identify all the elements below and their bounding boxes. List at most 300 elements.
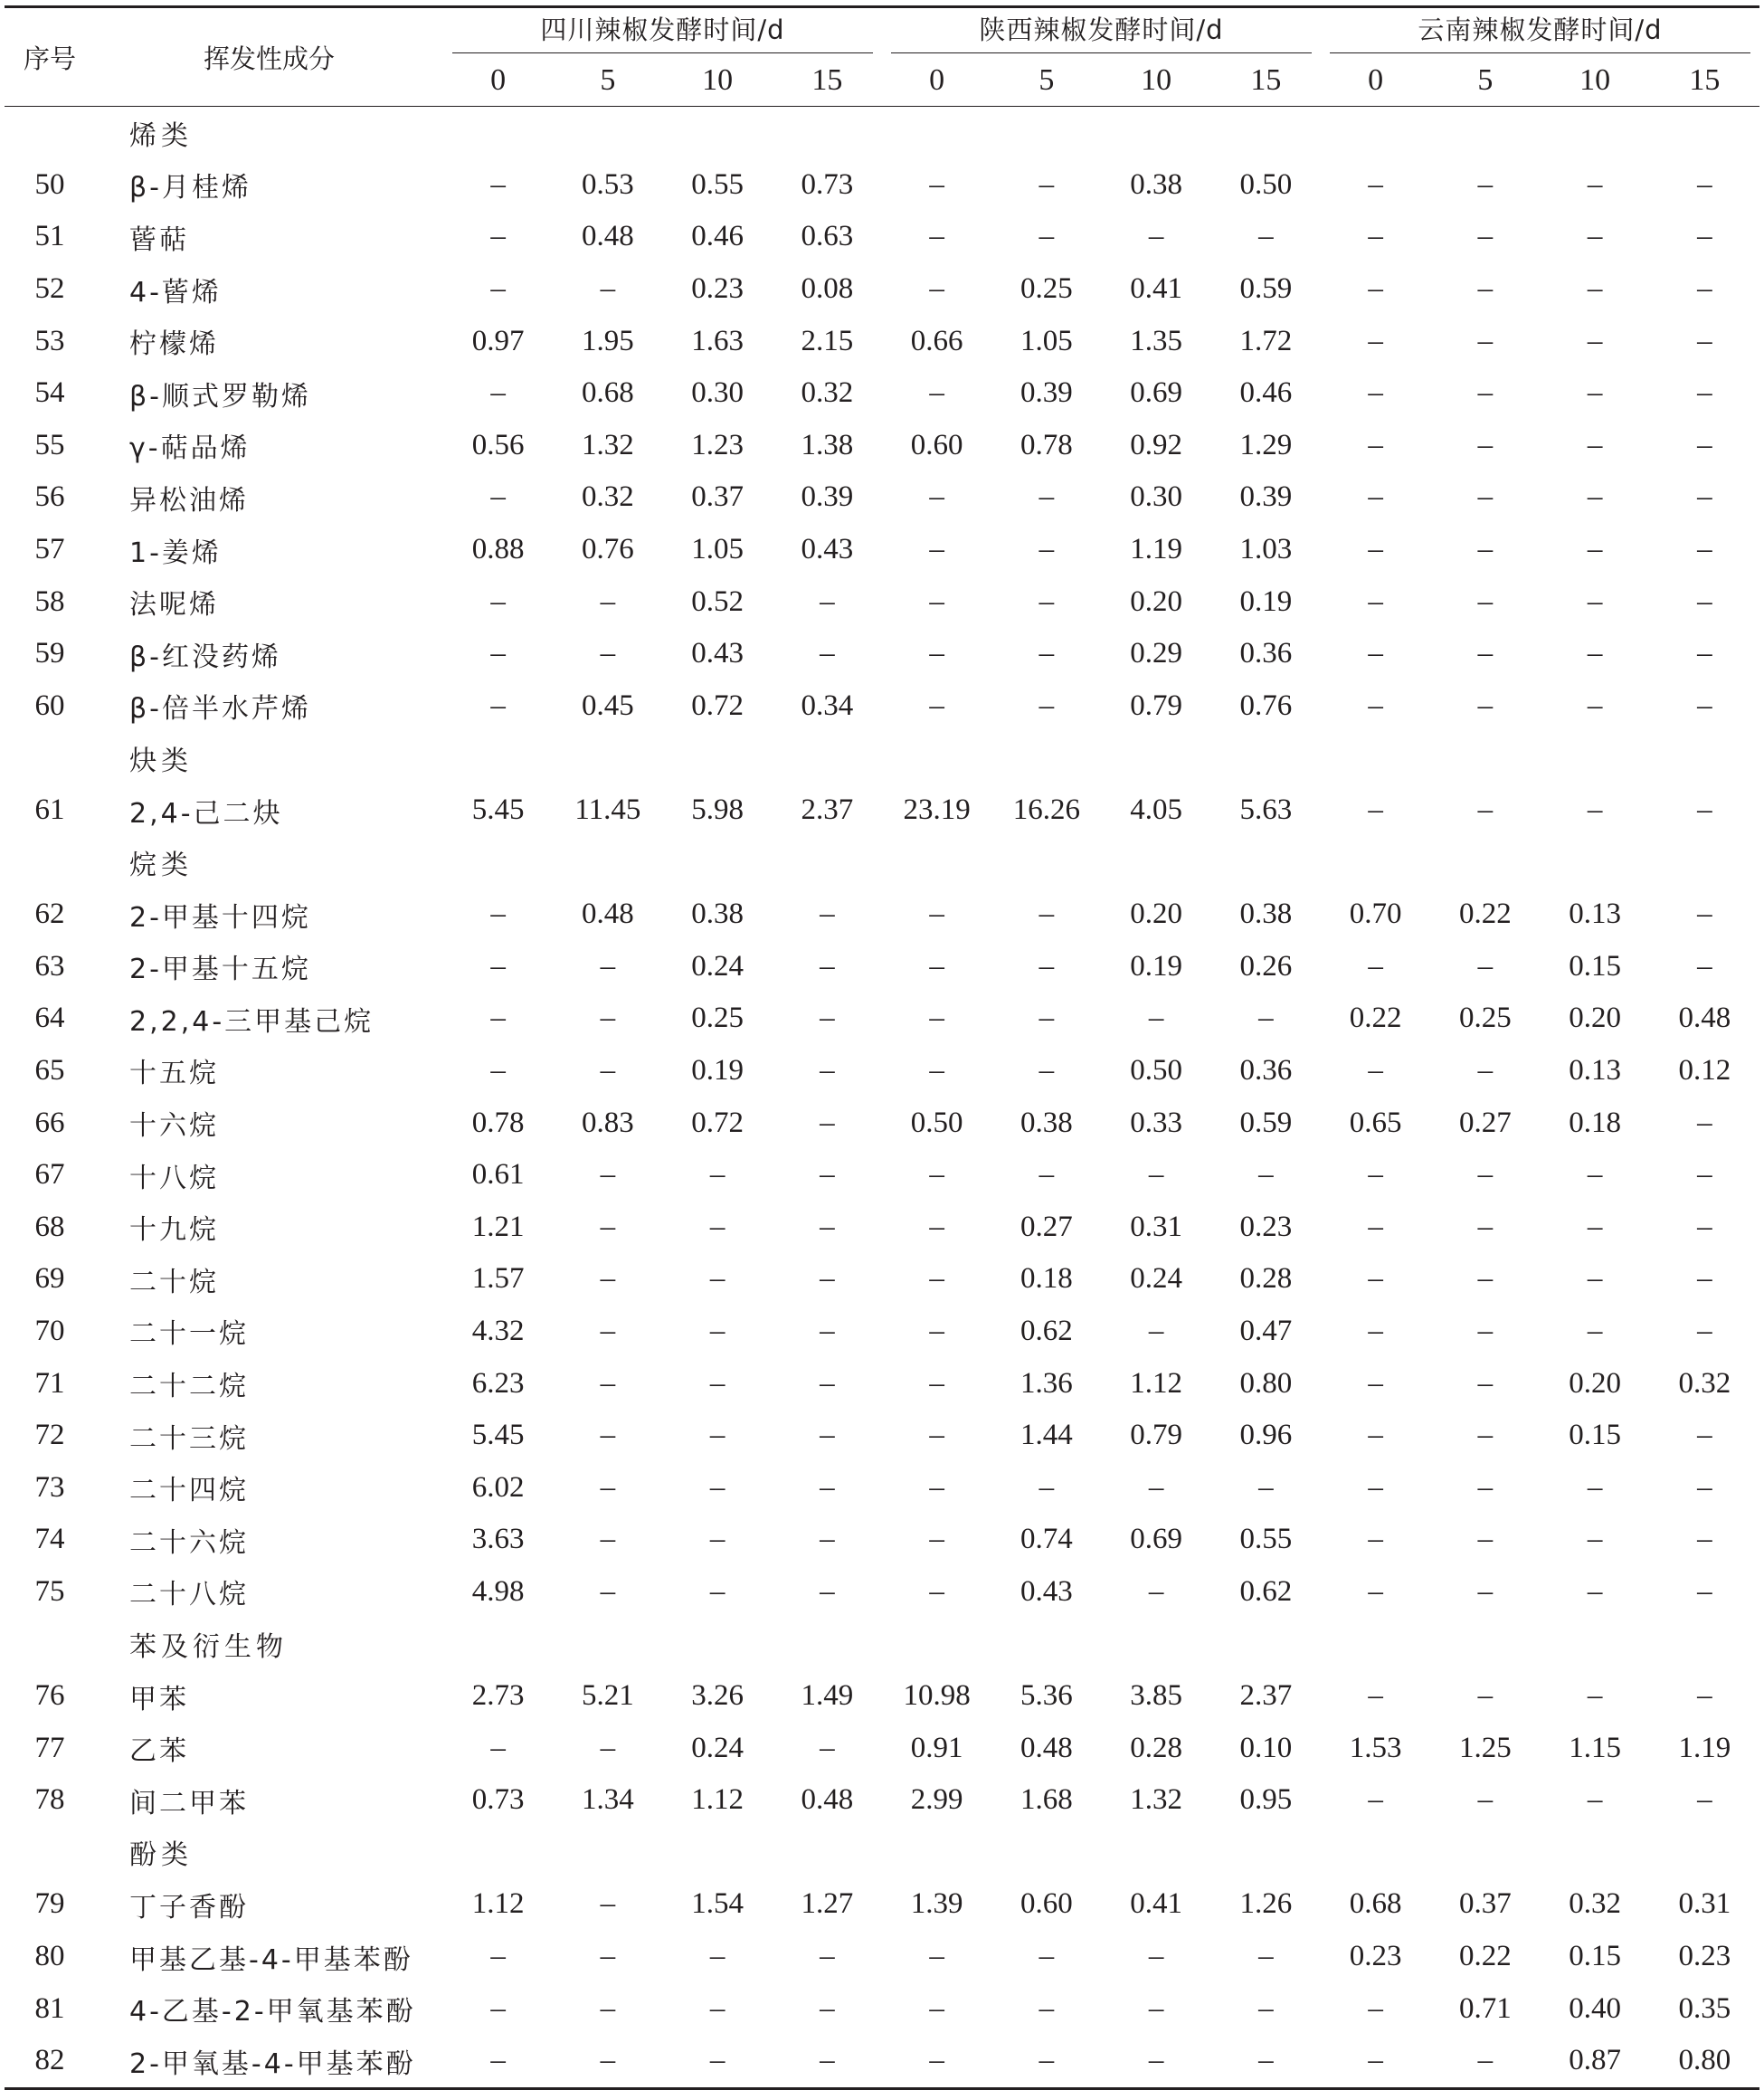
category-label: 烷类 (129, 850, 193, 882)
component-name: 十九烷 (129, 1214, 219, 1247)
value-cell: – (1587, 1158, 1603, 1192)
row-number: 66 (34, 1106, 65, 1139)
component-name: 二十烷 (129, 1266, 219, 1298)
row-number: 74 (34, 1523, 65, 1556)
value-cell: – (1368, 1574, 1383, 1608)
value-cell: – (1587, 324, 1603, 357)
value-cell: – (1477, 637, 1494, 670)
value-cell: – (1477, 324, 1494, 357)
value-cell: 0.41 (1130, 1887, 1182, 1921)
value-cell: – (929, 1210, 944, 1243)
value-cell: – (1697, 584, 1712, 618)
row-number: 70 (34, 1314, 65, 1347)
value-cell: 1.39 (910, 1887, 963, 1921)
row-number: 80 (34, 1940, 65, 1973)
value-cell: – (600, 272, 616, 306)
value-cell: – (1697, 533, 1712, 566)
value-cell: 0.18 (1569, 1106, 1621, 1139)
value-cell: 0.59 (1239, 1106, 1293, 1139)
value-cell: 0.50 (1239, 167, 1293, 201)
value-cell: 0.13 (1569, 1053, 1621, 1087)
table-row (5, 1931, 1759, 1983)
row-number: 51 (34, 220, 65, 253)
row-number: 79 (34, 1887, 65, 1921)
header-group-sichuan-rule (452, 52, 873, 53)
value-cell: – (1587, 1262, 1603, 1296)
value-cell: – (1258, 1991, 1274, 2025)
value-cell: – (820, 1731, 835, 1764)
row-number: 54 (34, 376, 65, 410)
value-cell: 1.26 (1239, 1887, 1293, 1921)
header-day: 0 (1321, 55, 1430, 107)
value-cell: 23.19 (903, 793, 971, 827)
table-row (5, 888, 1759, 941)
value-cell: – (1038, 1991, 1055, 2025)
value-cell: 0.38 (1130, 167, 1182, 201)
value-cell: 0.50 (1130, 1053, 1182, 1087)
value-cell: – (1697, 1470, 1712, 1504)
value-cell: – (1148, 1314, 1164, 1347)
component-name: β-红没药烯 (129, 641, 281, 673)
header-day: 5 (1430, 55, 1540, 107)
value-cell: – (1038, 1053, 1055, 1087)
table-row (5, 1514, 1759, 1566)
value-cell: 5.21 (582, 1679, 634, 1713)
value-cell: 0.15 (1569, 1419, 1621, 1452)
table-row (5, 471, 1759, 524)
value-cell: 0.36 (1239, 637, 1293, 670)
table-row (5, 1722, 1759, 1774)
value-cell: – (1368, 167, 1383, 201)
value-cell: 0.13 (1569, 898, 1621, 931)
category-label: 炔类 (129, 745, 193, 777)
row-number: 56 (34, 480, 65, 514)
header-day: 0 (882, 55, 991, 107)
table-row (5, 1566, 1759, 1619)
header-day: 15 (1211, 55, 1321, 107)
value-cell: 1.12 (1130, 1366, 1182, 1400)
header-group-yunnan-rule (1330, 52, 1750, 53)
row-number: 71 (34, 1366, 65, 1400)
value-cell: – (820, 1523, 835, 1556)
value-cell: – (1258, 220, 1274, 253)
value-cell: 1.54 (691, 1887, 744, 1921)
value-cell: – (929, 637, 944, 670)
value-cell: 0.46 (1239, 376, 1293, 410)
value-cell: – (1368, 949, 1383, 983)
value-cell: 1.72 (1239, 324, 1293, 357)
value-cell: – (929, 1262, 944, 1296)
value-cell: – (1587, 480, 1603, 514)
value-cell: – (1477, 220, 1494, 253)
value-cell: 0.30 (691, 376, 744, 410)
component-name: 间二甲苯 (129, 1787, 249, 1819)
value-cell: – (820, 1314, 835, 1347)
value-cell: 0.48 (801, 1783, 854, 1817)
value-cell: 0.39 (801, 480, 854, 514)
value-cell: – (1368, 1991, 1383, 2025)
value-cell: – (1587, 1574, 1603, 1608)
category-row (5, 1618, 1759, 1670)
value-cell: – (1038, 220, 1055, 253)
row-number: 77 (34, 1731, 65, 1764)
value-cell: – (600, 637, 616, 670)
value-cell: 1.95 (582, 324, 634, 357)
value-cell: – (1477, 1053, 1494, 1087)
value-cell: 0.26 (1239, 949, 1293, 983)
table-row (5, 1357, 1759, 1410)
table-row (5, 575, 1759, 628)
value-cell: – (1587, 689, 1603, 722)
value-cell: – (929, 1366, 944, 1400)
table-row (5, 420, 1759, 472)
value-cell: – (1368, 1523, 1383, 1556)
value-cell: – (709, 1523, 726, 1556)
value-cell: – (1697, 898, 1712, 931)
header-group-shaanxi (882, 7, 1321, 56)
table-row (5, 1774, 1759, 1827)
value-cell: 0.38 (1020, 1106, 1073, 1139)
value-cell: 0.48 (582, 898, 634, 931)
value-cell: – (1368, 480, 1383, 514)
value-cell: – (1038, 584, 1055, 618)
row-number: 75 (34, 1574, 65, 1608)
value-cell: 0.87 (1541, 2035, 1650, 2088)
table-row (5, 524, 1759, 576)
value-cell: 1.19 (1130, 533, 1182, 566)
header-component: 挥发性成分 (95, 7, 443, 107)
value-cell: – (929, 480, 944, 514)
component-name: 乙苯 (129, 1735, 189, 1768)
value-cell: – (991, 2035, 1101, 2088)
value-cell: – (1368, 1470, 1383, 1504)
value-cell: – (553, 2035, 662, 2088)
header-group-sichuan (443, 7, 882, 56)
value-cell: 3.85 (1130, 1679, 1182, 1713)
value-cell: 0.39 (1239, 480, 1293, 514)
component-name: γ-萜品烯 (129, 432, 251, 465)
value-cell: 0.28 (1130, 1731, 1182, 1764)
value-cell: – (1697, 1574, 1712, 1608)
value-cell: – (820, 1053, 835, 1087)
category-spacer (5, 836, 95, 888)
value-cell: 0.23 (691, 272, 744, 306)
value-cell: – (1258, 1940, 1274, 1973)
table-row (5, 315, 1759, 367)
value-cell: – (1038, 167, 1055, 201)
value-cell: – (600, 584, 616, 618)
value-cell: 0.28 (1239, 1262, 1293, 1296)
value-cell: – (600, 1002, 616, 1035)
value-cell: 0.15 (1569, 949, 1621, 983)
value-cell: 0.74 (1020, 1523, 1073, 1556)
value-cell: – (490, 689, 506, 722)
category-row (5, 732, 1759, 784)
row-number: 81 (34, 1991, 65, 2025)
value-cell: – (1697, 1523, 1712, 1556)
table-row (5, 1461, 1759, 1514)
value-cell: 0.48 (582, 220, 634, 253)
category-spacer (5, 732, 95, 784)
value-cell: – (490, 637, 506, 670)
value-cell: – (1368, 637, 1383, 670)
component-name: 2,4-己二炔 (129, 797, 283, 830)
value-cell: – (490, 949, 506, 983)
value-cell: 0.56 (471, 428, 525, 461)
value-cell: 0.78 (1020, 428, 1073, 461)
table-row (5, 211, 1759, 263)
value-cell: 0.24 (691, 949, 744, 983)
value-cell: 0.38 (1239, 898, 1293, 931)
value-cell: – (490, 1991, 506, 2025)
value-cell: – (1697, 689, 1712, 722)
value-cell: – (1697, 949, 1712, 983)
value-cell: 0.23 (1349, 1940, 1402, 1973)
value-cell: – (1477, 949, 1494, 983)
table-header (5, 7, 1759, 107)
component-name: 2,2,4-三甲基己烷 (129, 1005, 375, 1038)
value-cell: 1.32 (582, 428, 634, 461)
value-cell: 0.66 (910, 324, 963, 357)
value-cell: 0.20 (1569, 1366, 1621, 1400)
row-number: 52 (34, 272, 65, 306)
table-row (5, 1201, 1759, 1253)
header-group-shaanxi-label: 陕西辣椒发酵时间/d (979, 14, 1224, 45)
value-cell: – (663, 2035, 773, 2088)
component-name: 4-乙基-2-甲氧基苯酚 (129, 1996, 416, 2028)
value-cell: 0.41 (1130, 272, 1182, 306)
table-row (5, 1670, 1759, 1723)
table-body (5, 107, 1759, 2089)
value-cell: 1.21 (471, 1210, 525, 1243)
value-cell: 5.45 (471, 793, 525, 827)
value-cell: – (1038, 949, 1055, 983)
row-number: 59 (34, 637, 65, 670)
value-cell: – (709, 1574, 726, 1608)
value-cell: – (1368, 376, 1383, 410)
category-label: 烯类 (129, 119, 193, 152)
value-cell: 1.53 (1349, 1731, 1402, 1764)
value-cell: – (600, 1731, 616, 1764)
value-cell: 1.19 (1678, 1731, 1731, 1764)
value-cell: 5.98 (691, 793, 744, 827)
value-cell: – (1587, 533, 1603, 566)
value-cell: – (600, 1053, 616, 1087)
value-cell: 0.70 (1349, 898, 1402, 931)
header-day: 10 (1541, 55, 1650, 107)
value-cell: – (1368, 324, 1383, 357)
table-row (5, 1045, 1759, 1097)
value-cell: 0.29 (1130, 637, 1182, 670)
value-cell: 0.20 (1130, 898, 1182, 931)
value-cell: – (882, 2035, 991, 2088)
value-cell: 0.19 (691, 1053, 744, 1087)
value-cell: 1.68 (1020, 1783, 1073, 1817)
component-name: 柠檬烯 (129, 328, 219, 361)
value-cell: 0.32 (1569, 1887, 1621, 1921)
value-cell: 5.45 (471, 1419, 525, 1452)
value-cell: 0.88 (471, 533, 525, 566)
value-cell: 0.22 (1349, 1002, 1402, 1035)
value-cell: 0.31 (1130, 1210, 1182, 1243)
value-cell: – (1477, 793, 1494, 827)
row-number: 55 (34, 428, 65, 461)
table-row (5, 1878, 1759, 1931)
value-cell: – (929, 220, 944, 253)
row-number: 65 (34, 1053, 65, 1087)
value-cell: – (490, 1053, 506, 1087)
value-cell: – (1697, 324, 1712, 357)
value-cell: – (1038, 1002, 1055, 1035)
value-cell: 0.61 (471, 1158, 525, 1192)
value-cell: – (1148, 1002, 1164, 1035)
value-cell: – (1258, 1158, 1274, 1192)
component-name: 二十六烷 (129, 1526, 249, 1559)
value-cell: 0.25 (691, 1002, 744, 1035)
value-cell: – (1258, 1470, 1274, 1504)
value-cell: 1.05 (691, 533, 744, 566)
value-cell: – (1477, 689, 1494, 722)
value-cell: – (1038, 898, 1055, 931)
component-name: 十六烷 (129, 1110, 219, 1143)
value-cell: – (1430, 2035, 1540, 2088)
value-cell: – (1477, 1523, 1494, 1556)
value-cell: 1.35 (1130, 324, 1182, 357)
value-cell: – (929, 272, 944, 306)
header-day: 0 (443, 55, 553, 107)
value-cell: 1.15 (1569, 1731, 1621, 1764)
component-name: 2-甲基十五烷 (129, 954, 311, 986)
value-cell: – (929, 1523, 944, 1556)
value-cell: 0.23 (1239, 1210, 1293, 1243)
value-cell: – (600, 1887, 616, 1921)
header-day: 15 (773, 55, 882, 107)
table-row (5, 784, 1759, 837)
value-cell: – (1587, 1314, 1603, 1347)
component-name: 二十二烷 (129, 1371, 249, 1403)
value-cell: 0.19 (1130, 949, 1182, 983)
value-cell: 0.23 (1678, 1940, 1731, 1973)
value-cell: 0.97 (471, 324, 525, 357)
value-cell: 0.46 (691, 220, 744, 253)
category-spacer (5, 107, 95, 159)
value-cell: 0.38 (691, 898, 744, 931)
volatile-components-table (5, 5, 1759, 2090)
value-cell: 1.12 (471, 1887, 525, 1921)
value-cell: – (1697, 637, 1712, 670)
table-row (5, 1306, 1759, 1358)
value-cell: – (709, 1470, 726, 1504)
value-cell: 0.12 (1678, 1053, 1731, 1087)
value-cell: – (490, 272, 506, 306)
header-group-sichuan-label: 四川辣椒发酵时间/d (540, 14, 785, 45)
value-cell: – (1368, 1366, 1383, 1400)
value-cell: – (1587, 428, 1603, 461)
value-cell: – (929, 1419, 944, 1452)
value-cell: 0.60 (1020, 1887, 1073, 1921)
value-cell: – (1697, 1783, 1712, 1817)
value-cell: – (1368, 533, 1383, 566)
value-cell: 0.76 (1239, 689, 1293, 722)
value-cell: – (1368, 689, 1383, 722)
value-cell: – (1697, 1106, 1712, 1139)
value-cell: 0.79 (1130, 689, 1182, 722)
value-cell: – (1368, 793, 1383, 827)
value-cell: – (929, 533, 944, 566)
row-number: 63 (34, 949, 65, 983)
value-cell: – (1587, 167, 1603, 201)
value-cell: – (1038, 637, 1055, 670)
value-cell: 0.25 (1020, 272, 1073, 306)
component-name: 2-甲氧基-4-甲基苯酚 (95, 2035, 443, 2088)
volatile-components-table-container (5, 5, 1759, 2090)
value-cell: – (820, 1419, 835, 1452)
value-cell: 0.24 (1130, 1262, 1182, 1296)
value-cell: 1.49 (801, 1679, 854, 1713)
row-number: 68 (34, 1210, 65, 1243)
row-number: 62 (34, 898, 65, 931)
value-cell: 0.32 (1678, 1366, 1731, 1400)
value-cell: 0.79 (1130, 1419, 1182, 1452)
value-cell: 0.32 (801, 376, 854, 410)
value-cell: 6.23 (471, 1366, 525, 1400)
value-cell: 0.62 (1020, 1314, 1073, 1347)
value-cell: – (709, 1158, 726, 1192)
value-cell: – (490, 1940, 506, 1973)
value-cell: 0.32 (582, 480, 634, 514)
value-cell: – (709, 1210, 726, 1243)
value-cell: – (709, 1940, 726, 1973)
value-cell: – (929, 1574, 944, 1608)
value-cell: – (1211, 2035, 1321, 2088)
value-cell: – (600, 1158, 616, 1192)
table-row (5, 1410, 1759, 1462)
value-cell: – (600, 949, 616, 983)
value-cell: – (1477, 1210, 1494, 1243)
value-cell: 0.33 (1130, 1106, 1182, 1139)
value-cell: – (709, 1366, 726, 1400)
table-row (5, 1097, 1759, 1149)
value-cell: – (929, 1158, 944, 1192)
row-number: 61 (34, 793, 65, 827)
value-cell: 0.50 (910, 1106, 963, 1139)
value-cell: 0.35 (1678, 1991, 1731, 2025)
value-cell: – (1697, 220, 1712, 253)
value-cell: – (1368, 1783, 1383, 1817)
value-cell: 2.15 (801, 324, 854, 357)
value-cell: – (600, 1262, 616, 1296)
category-row (5, 107, 1759, 159)
value-cell: – (1477, 376, 1494, 410)
row-number: 50 (34, 167, 65, 201)
value-cell: – (1697, 1314, 1712, 1347)
row-number: 57 (34, 533, 65, 566)
component-name: β-顺式罗勒烯 (129, 380, 311, 413)
component-name: 异松油烯 (129, 484, 249, 517)
value-cell: – (1148, 1991, 1164, 2025)
component-name: 十八烷 (129, 1162, 219, 1194)
value-cell: – (490, 167, 506, 201)
value-cell: – (1368, 1210, 1383, 1243)
header-day: 5 (553, 55, 662, 107)
value-cell: – (1368, 428, 1383, 461)
value-cell: 0.68 (1349, 1887, 1402, 1921)
table-row (5, 1253, 1759, 1306)
value-cell: – (929, 1002, 944, 1035)
value-cell: – (820, 1366, 835, 1400)
value-cell: 0.34 (801, 689, 854, 722)
value-cell: – (1477, 1158, 1494, 1192)
